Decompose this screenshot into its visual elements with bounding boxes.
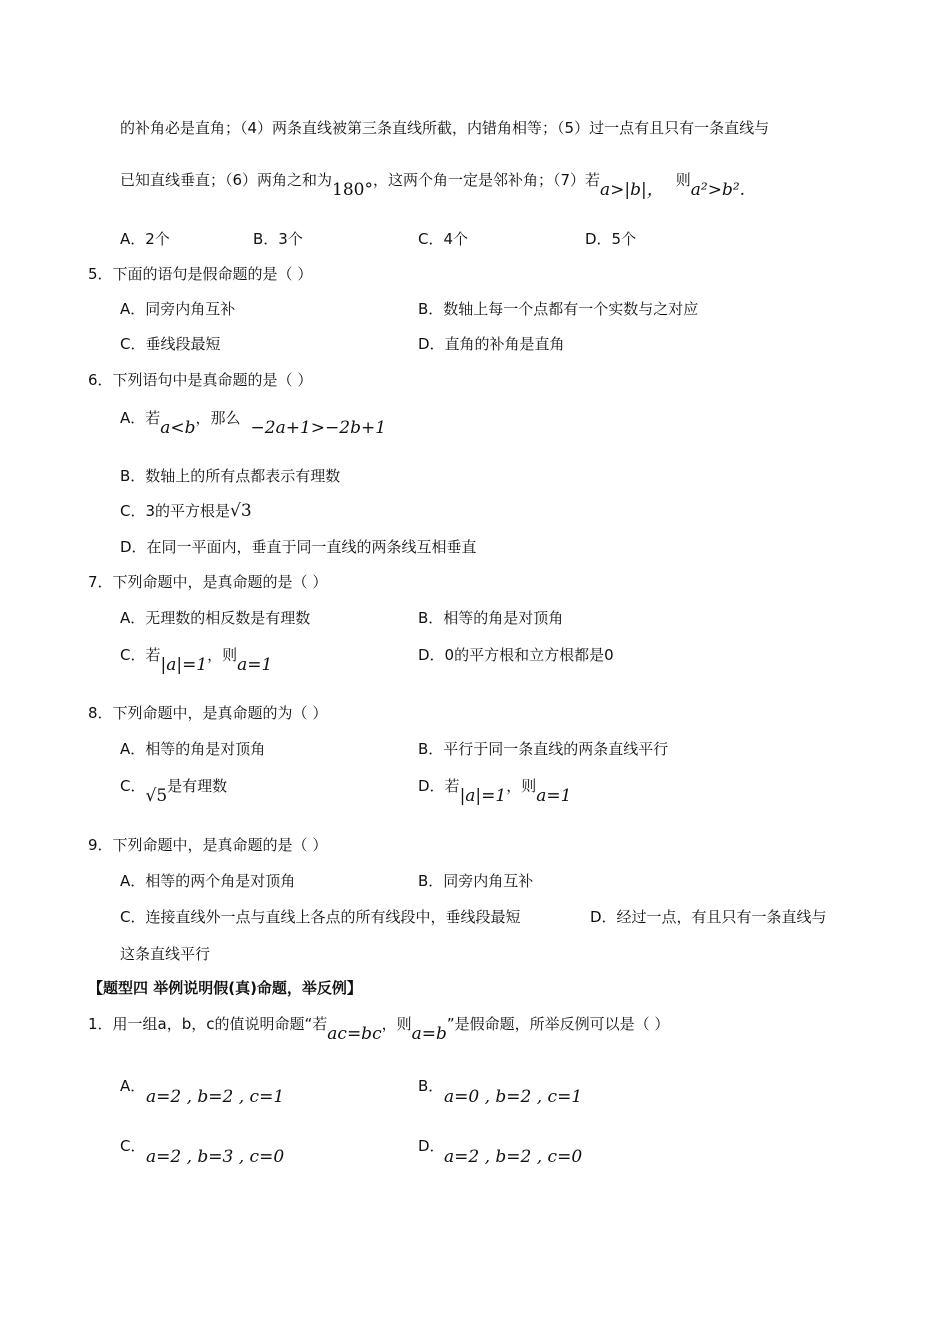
q7-option-d: D．0的平方根和立方根都是0 <box>418 646 614 664</box>
q4-option-b: B．3个 <box>253 230 303 248</box>
q6-c-prefix: C．3的平方根是 <box>120 502 231 520</box>
q8-option-a: A．相等的角是对顶角 <box>120 740 266 758</box>
q4-line2-part3: 则 <box>675 171 691 189</box>
q9-option-c: C．连接直线外一点与直线上各点的所有线段中，垂线段最短 <box>120 908 521 926</box>
q4-text-line2 <box>120 170 746 200</box>
q4-line2-part2: ，这两个角一定是邻补角；（7）若 <box>373 171 601 189</box>
q7-c-mid: ，则 <box>207 646 238 664</box>
q6-option-b: B．数轴上的所有点都表示有理数 <box>120 467 341 485</box>
q6-a-math-conclusion: −2a+1>−2b+1 <box>250 418 387 438</box>
q6-option-d: D．在同一平面内，垂直于同一直线的两条线互相垂直 <box>120 538 477 556</box>
q8-d-prefix: D．若 <box>418 777 460 795</box>
q7-option-c <box>120 645 273 675</box>
q7-option-a: A．无理数的相反数是有理数 <box>120 609 311 627</box>
q6-stem: 6．下列语句中是真命题的是（ ） <box>88 371 313 389</box>
s4q1-option-d-math: a=2 , b=2 , c=0 <box>444 1147 583 1167</box>
s4q1-option-b-label: B． <box>418 1077 444 1095</box>
q7-c-math-conclusion: a=1 <box>237 655 273 675</box>
section-title: 【题型四 举例说明假(真)命题，举反例】 <box>88 979 362 997</box>
q6-a-math-condition: a<b <box>160 418 196 438</box>
s4q1-stem-part3: ”是假命题，所举反例可以是（ ） <box>446 1015 670 1033</box>
s4q1-option-a-label: A． <box>120 1077 146 1095</box>
q4-math-condition: a>|b|， <box>600 180 664 200</box>
q8-option-c <box>120 776 228 806</box>
s4q1-stem <box>88 1014 670 1044</box>
q8-c-math-sqrt5: √5 <box>145 786 168 806</box>
s4q1-option-d-label: D． <box>418 1137 445 1155</box>
q5-option-d: D．直角的补角是直角 <box>418 335 565 353</box>
q4-option-d: D．5个 <box>585 230 637 248</box>
s4q1-math-condition: ac=bc <box>327 1024 382 1044</box>
s4q1-option-b-math: a=0 , b=2 , c=1 <box>444 1087 583 1107</box>
q4-line2-part1: 已知直线垂直；（6）两角之和为 <box>120 171 333 189</box>
q8-option-b: B．平行于同一条直线的两条直线平行 <box>418 740 669 758</box>
q5-option-b: B．数轴上每一个点都有一个实数与之对应 <box>418 300 699 318</box>
q9-option-a: A．相等的两个角是对顶角 <box>120 872 296 890</box>
s4q1-stem-part1: 1．用一组a，b，c的值说明命题“若 <box>88 1015 328 1033</box>
q7-stem: 7．下列命题中，是真命题的是（ ） <box>88 573 328 591</box>
q9-option-d: D．经过一点，有且只有一条直线与 <box>590 908 827 926</box>
s4q1-math-conclusion: a=b <box>411 1024 447 1044</box>
q8-stem: 8．下列命题中，是真命题的为（ ） <box>88 704 328 722</box>
q8-option-d <box>418 776 572 806</box>
s4q1-stem-part2: ，则 <box>381 1015 412 1033</box>
s4q1-option-a-math: a=2 , b=2 , c=1 <box>146 1087 285 1107</box>
q6-a-mid: ，那么 <box>195 409 241 427</box>
q9-stem: 9．下列命题中，是真命题的是（ ） <box>88 836 328 854</box>
q8-d-math-conclusion: a=1 <box>536 786 572 806</box>
q8-d-mid: ，则 <box>506 777 537 795</box>
q6-option-a <box>120 408 387 438</box>
q4-text-line1: 的补角必是直角；（4）两条直线被第三条直线所截，内错角相等；（5）过一点有且只有一条直线与 <box>120 119 770 137</box>
q5-option-c: C．垂线段最短 <box>120 335 221 353</box>
s4q1-option-c-label: C． <box>120 1137 146 1155</box>
q4-option-a: A．2个 <box>120 230 170 248</box>
q4-math-conclusion: a²>b². <box>690 180 746 200</box>
q7-option-b: B．相等的角是对顶角 <box>418 609 564 627</box>
q6-a-prefix: A．若 <box>120 409 161 427</box>
q6-c-math-sqrt3: √3 <box>230 501 252 521</box>
q9-option-d-continued: 这条直线平行 <box>120 945 211 963</box>
q9-option-b: B．同旁内角互补 <box>418 872 534 890</box>
q4-option-c: C．4个 <box>418 230 469 248</box>
q8-c-prefix: C． <box>120 777 146 795</box>
q5-option-a: A．同旁内角互补 <box>120 300 236 318</box>
q7-c-prefix: C．若 <box>120 646 161 664</box>
q8-c-suffix: 是有理数 <box>167 777 228 795</box>
q7-c-math-condition: |a|=1 <box>160 655 208 675</box>
s4q1-option-c-math: a=2 , b=3 , c=0 <box>146 1147 285 1167</box>
q6-option-c <box>120 501 252 521</box>
q4-math-180: 180° <box>332 180 373 200</box>
q8-d-math-condition: |a|=1 <box>459 786 507 806</box>
q5-stem: 5．下面的语句是假命题的是（ ） <box>88 265 313 283</box>
